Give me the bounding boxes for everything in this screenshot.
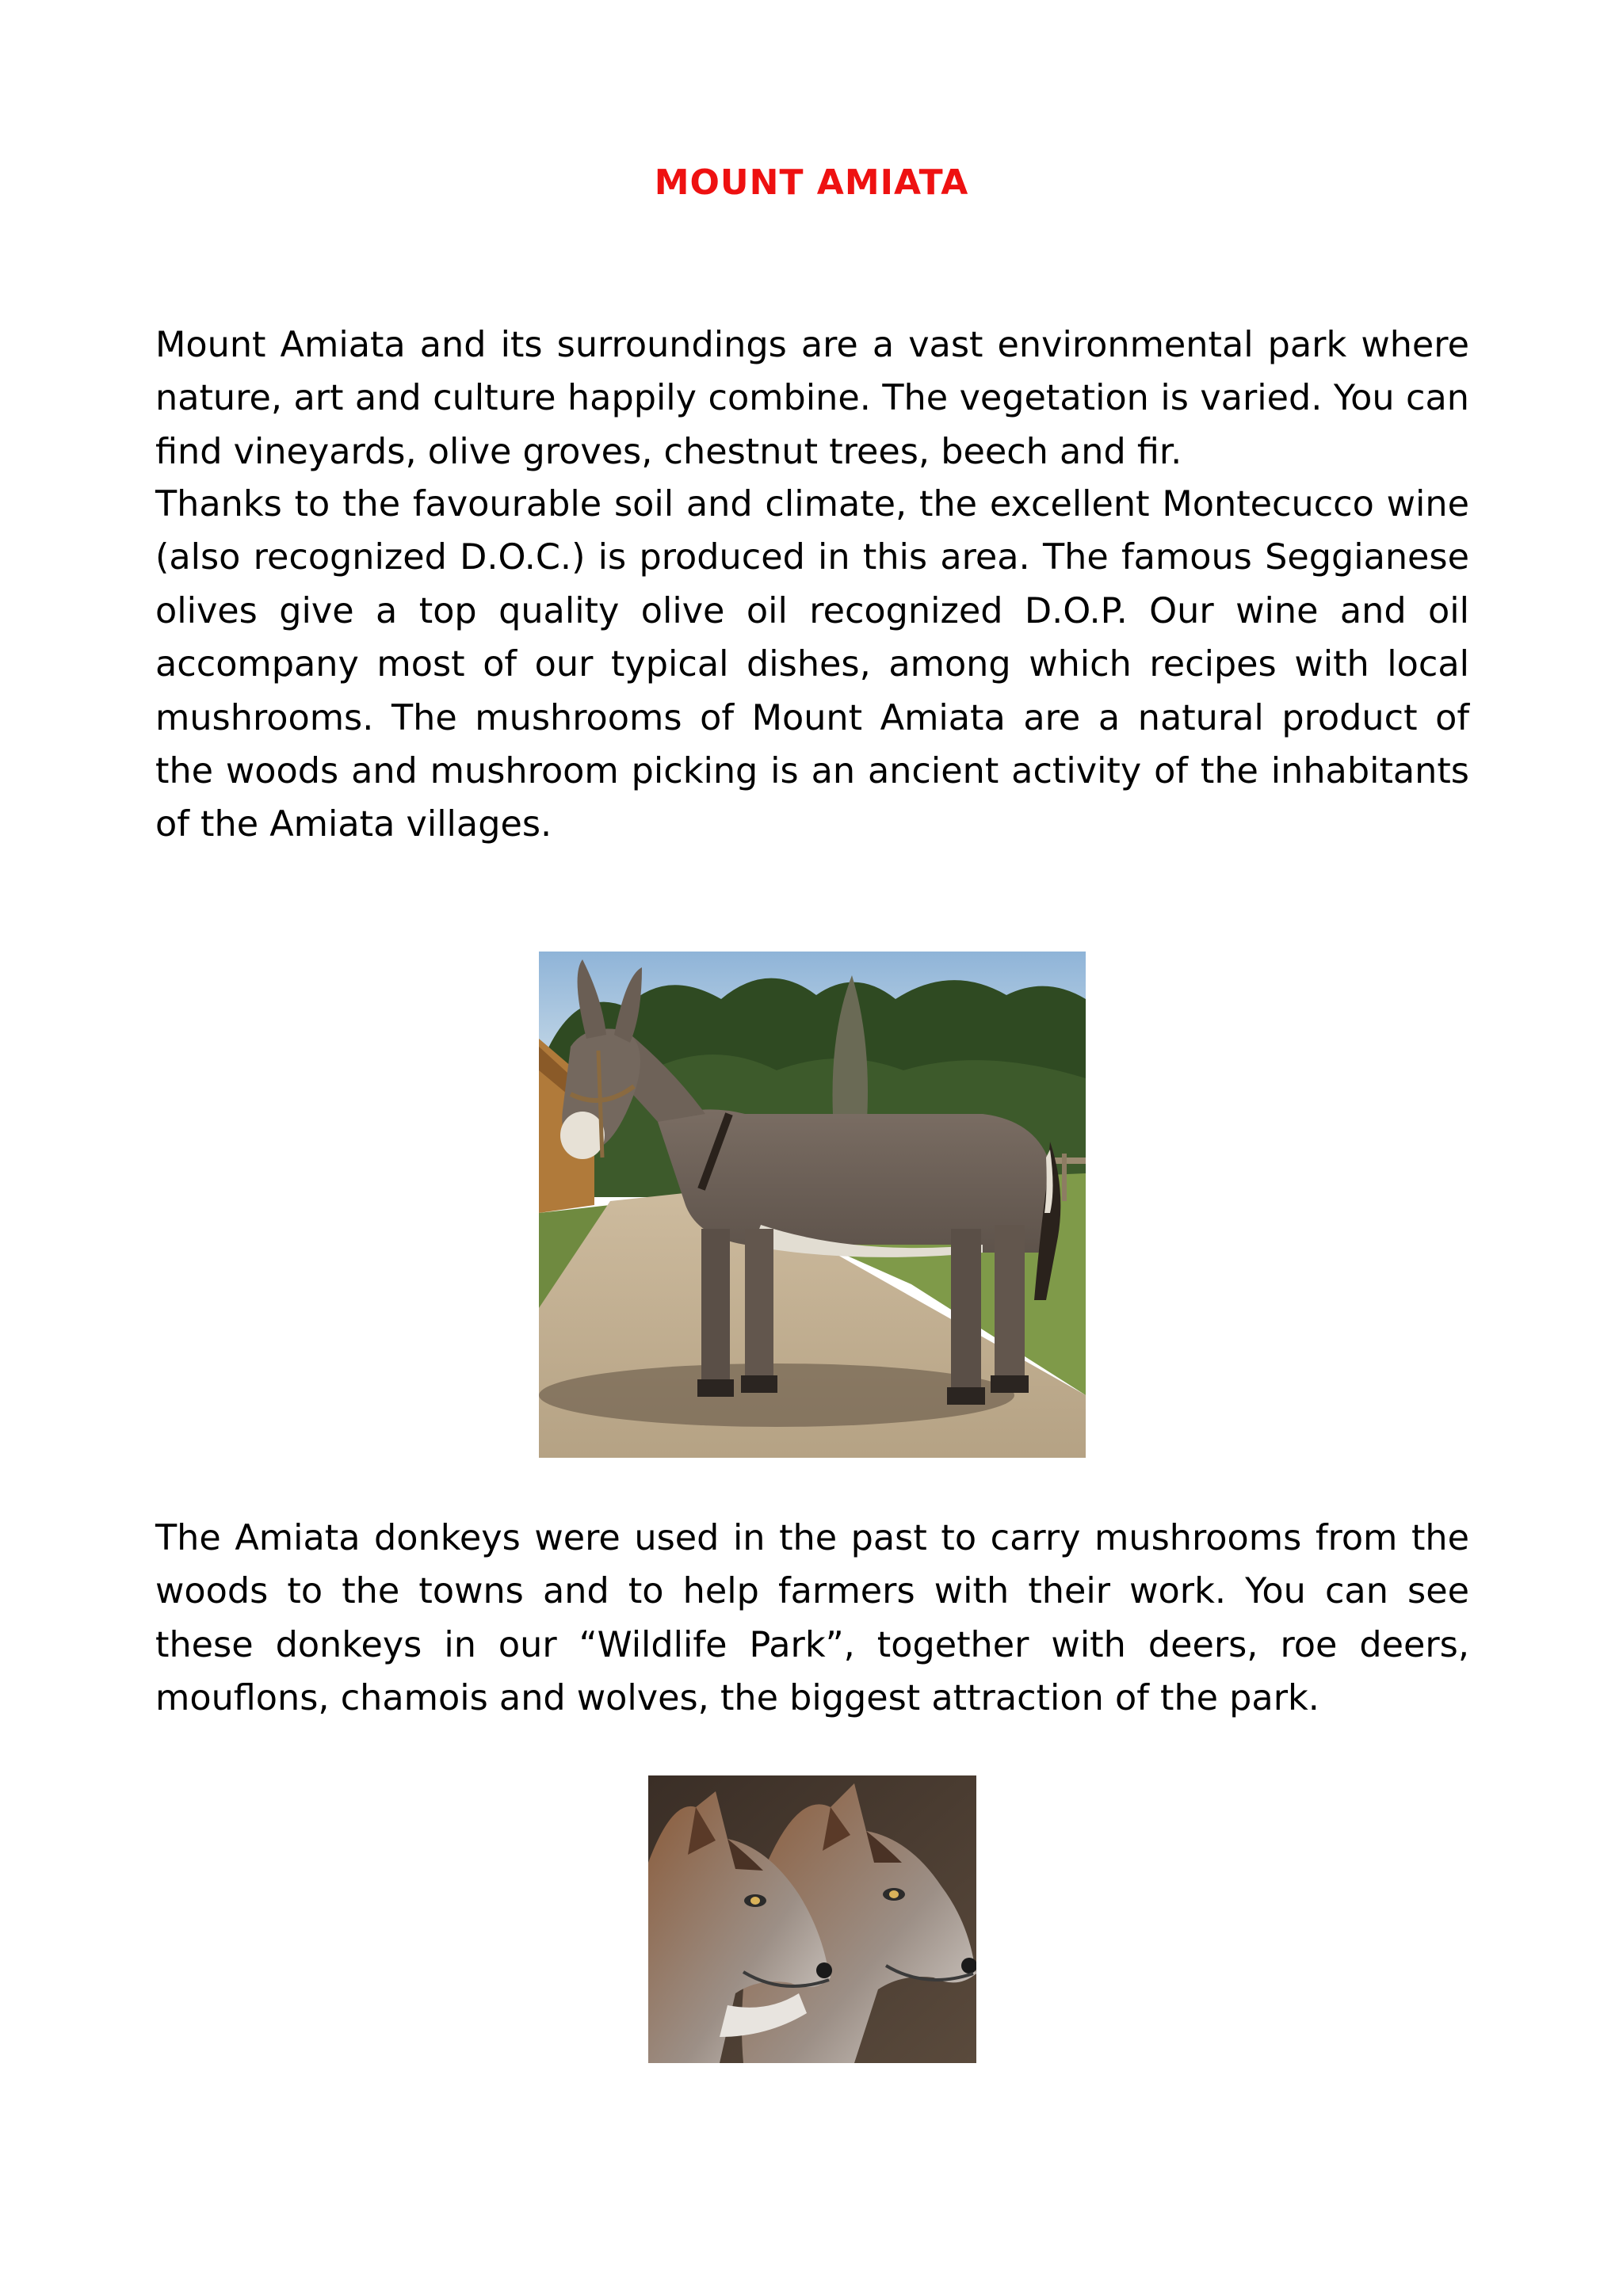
text-line: mushrooms. The mushrooms of Mount Amiata are a natural product of xyxy=(155,697,1469,738)
text-line: woods to the towns and to help farmers with their work. You can see xyxy=(155,1571,1469,1612)
text-line: these donkeys in our “Wildlife Park”, together with deers, roe deers, xyxy=(155,1624,1469,1665)
text-line: of the Amiata villages. xyxy=(155,804,552,845)
text-line: The Amiata donkeys were used in the past to carry mushrooms from the xyxy=(155,1518,1469,1558)
text-line: Mount Amiata and its surroundings are a vast environmental park where xyxy=(155,325,1469,365)
text-line: olives give a top quality olive oil recognized D.O.P. Our wine and oil xyxy=(155,590,1469,631)
donkey-illustration xyxy=(539,952,1086,1458)
page-title: MOUNT AMIATA xyxy=(654,162,969,203)
text-line: nature, art and culture happily combine. The vegetation is varied. You can xyxy=(155,378,1469,419)
text-line: mouflons, chamois and wolves, the biggest attraction of the park. xyxy=(155,1678,1319,1719)
wolves-photo xyxy=(648,1775,976,2063)
text-line: (also recognized D.O.C.) is produced in this area. The famous Seggianese xyxy=(155,537,1469,578)
text-line: accompany most of our typical dishes, among which recipes with local xyxy=(155,644,1469,685)
donkeys-paragraph xyxy=(155,1512,1469,1726)
donkey-photo xyxy=(539,952,1086,1458)
text-line: the woods and mushroom picking is an ancient activity of the inhabitants xyxy=(155,751,1469,792)
text-line: Thanks to the favourable soil and climate, the excellent Montecucco wine xyxy=(155,484,1469,524)
intro-paragraph xyxy=(155,318,1469,479)
text-line: find vineyards, olive groves, chestnut trees, beech and fir. xyxy=(155,431,1182,472)
wolves-illustration xyxy=(648,1775,976,2063)
wine-oil-paragraph xyxy=(155,478,1469,852)
